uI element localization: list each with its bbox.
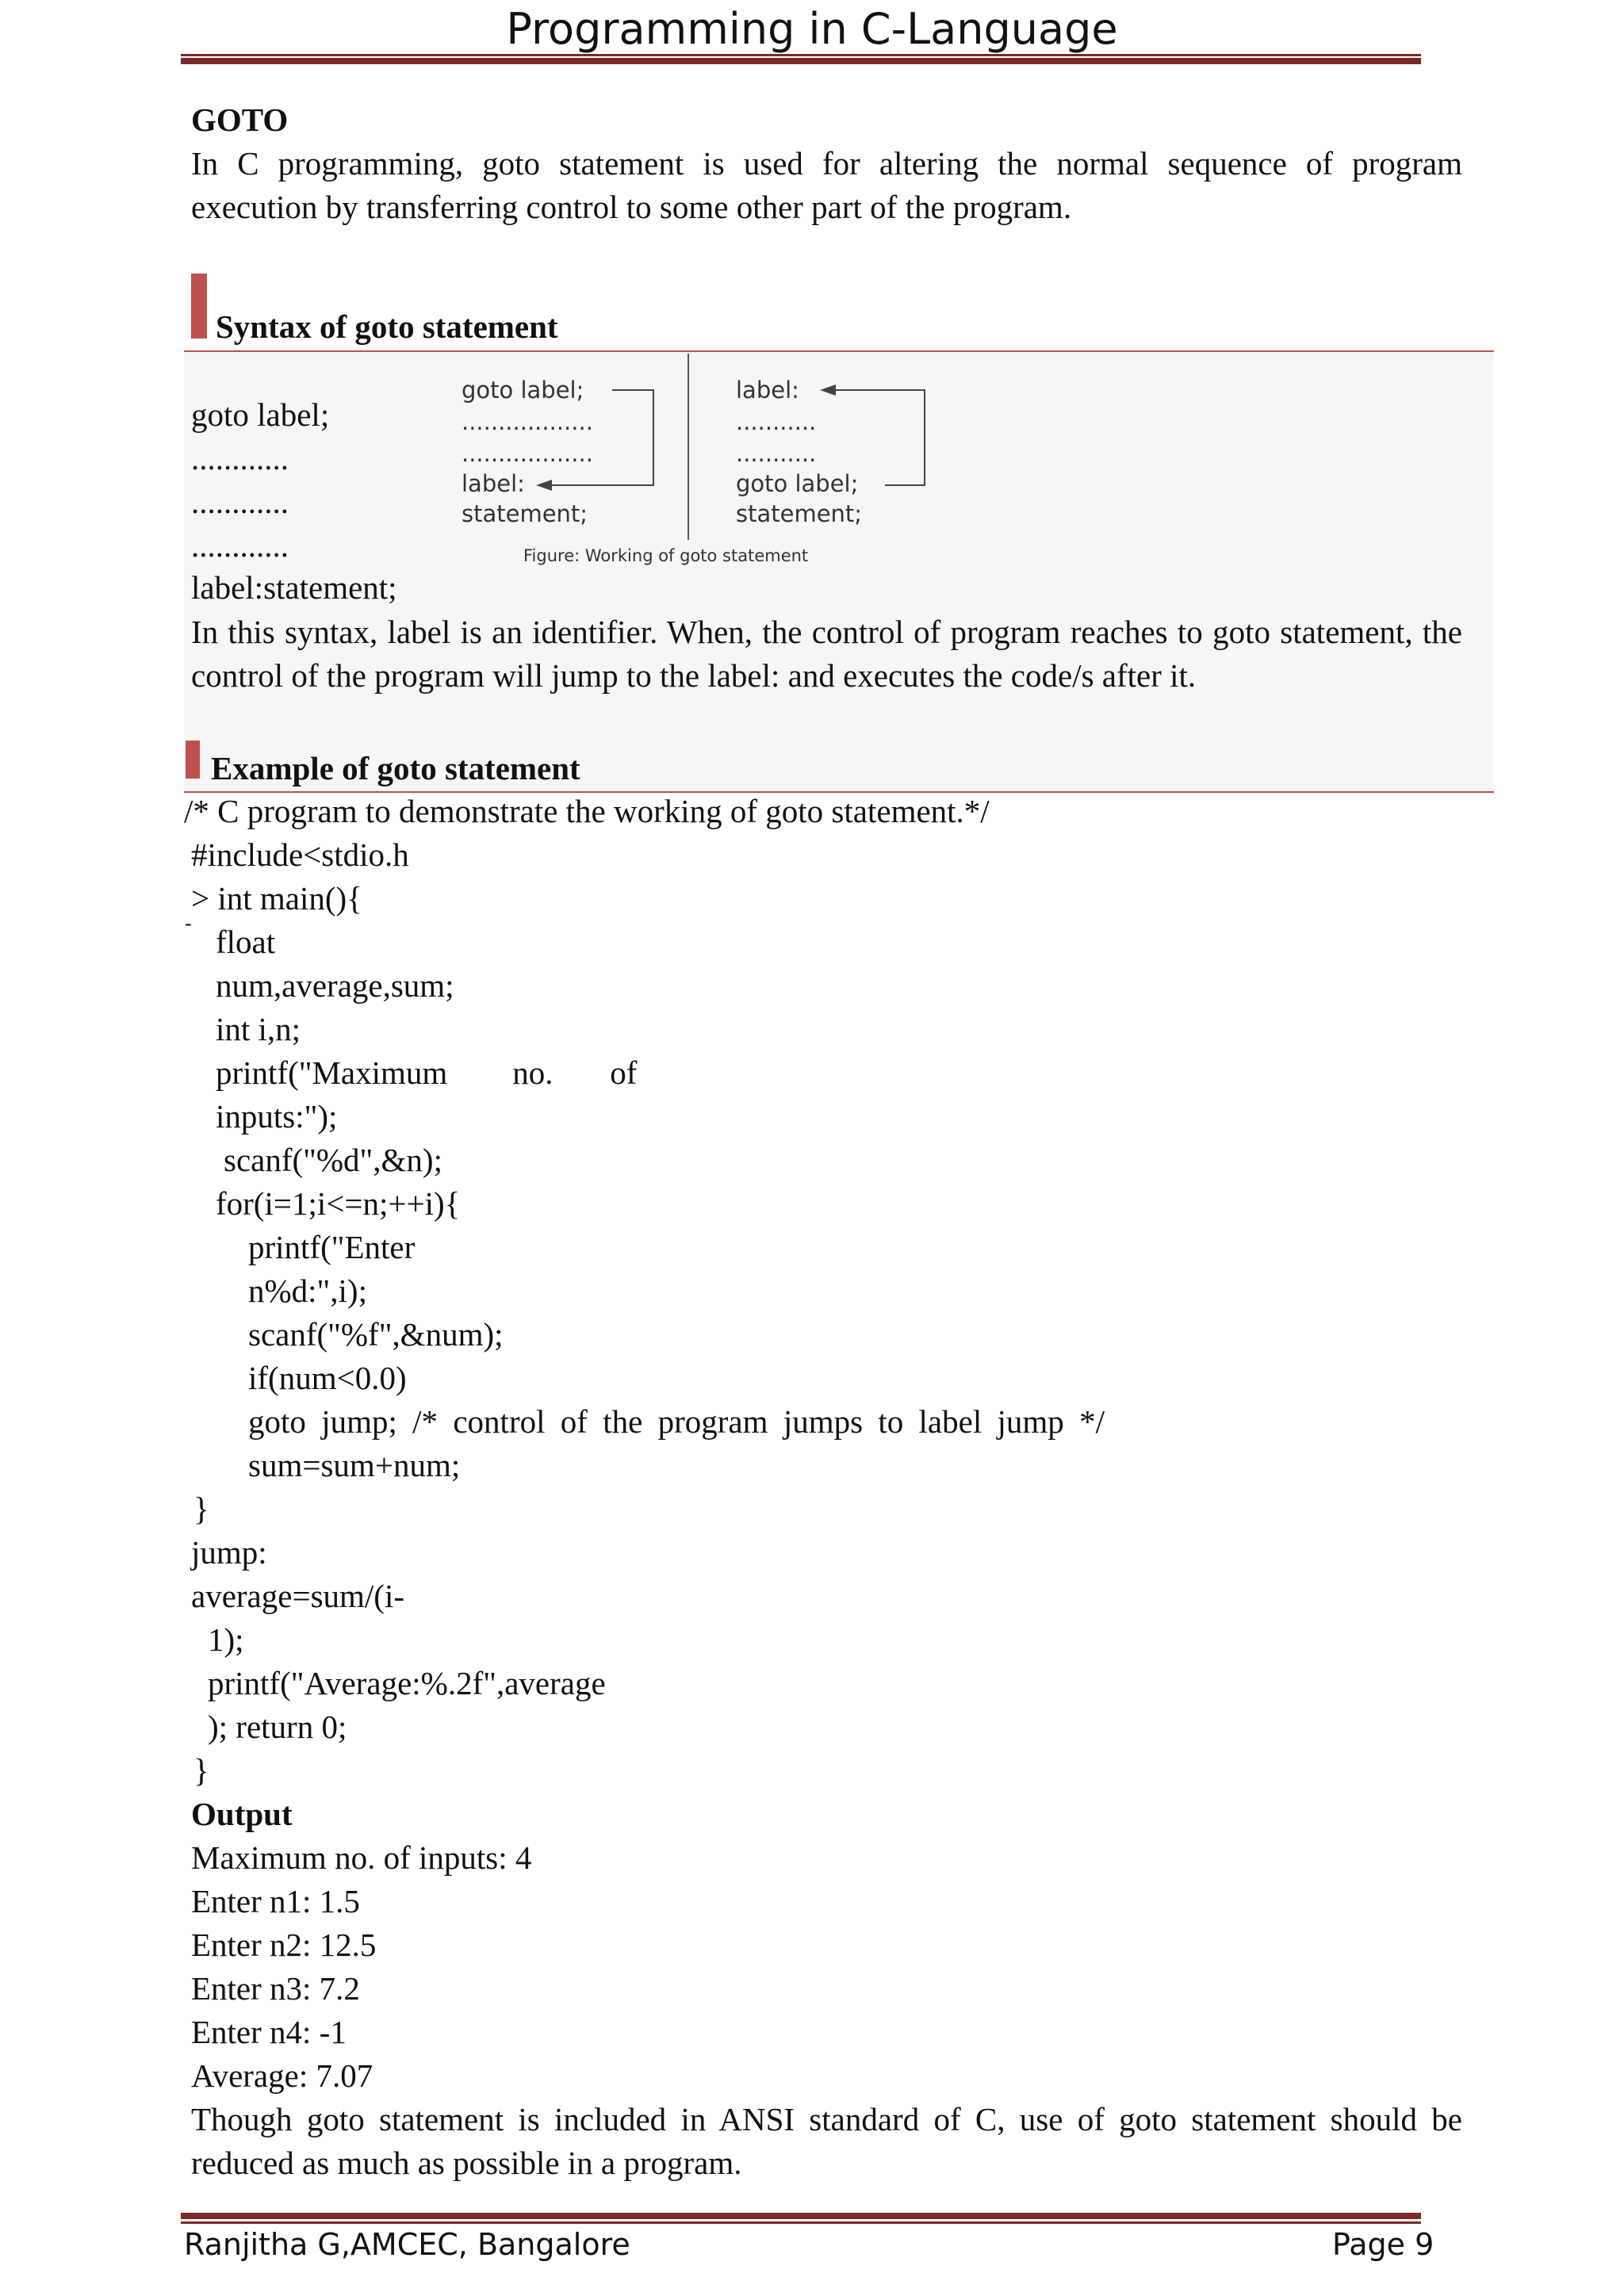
- closing-line-1: Though goto statement is included in ANSI standard of C, use of goto statement should be: [191, 2101, 1462, 2137]
- goto-intro-line-1: In C programming, goto statement is used for altering the normal sequence of program: [191, 145, 1462, 182]
- syntax-heading: Syntax of goto statement: [216, 308, 558, 345]
- figure-right-line: ...........: [736, 408, 817, 435]
- figure-right-line: label:: [736, 377, 799, 404]
- syntax-explanation-line-2: control of the program will jump to the label: and executes the code/s after it.: [191, 657, 1197, 694]
- footer-rule-thick: [181, 2213, 1421, 2219]
- code-line: }: [193, 1752, 209, 1789]
- figure-right-arrowhead: [820, 385, 836, 396]
- goto-heading: GOTO: [191, 101, 289, 138]
- output-line: Average: 7.07: [191, 2057, 373, 2094]
- code-line: jump:: [191, 1534, 267, 1571]
- code-line: if(num<0.0): [248, 1360, 407, 1396]
- code-line: for(i=1;i<=n;++i){: [216, 1185, 461, 1222]
- code-line: average=sum/(i-: [191, 1578, 405, 1614]
- code-line: > int main(){: [191, 880, 362, 916]
- code-line: 1);: [208, 1621, 244, 1658]
- goto-figure: [452, 354, 944, 576]
- code-line: float: [216, 924, 276, 960]
- header-rule-thick: [181, 58, 1421, 64]
- example-heading: Example of goto statement: [211, 750, 580, 786]
- code-line: printf("Average:%.2f",average: [208, 1665, 606, 1701]
- code-line: printf("Maximum no. of: [216, 1054, 638, 1091]
- figure-caption: Figure: Working of goto statement: [523, 546, 809, 565]
- syntax-heading-rule: [184, 350, 1494, 352]
- example-heading-bar: [186, 740, 200, 779]
- figure-left-line: statement;: [462, 500, 588, 527]
- code-line: inputs:");: [216, 1098, 338, 1135]
- syntax-line: goto label;: [191, 396, 330, 433]
- code-line: sum=sum+num;: [248, 1447, 461, 1483]
- code-line: ); return 0;: [208, 1709, 347, 1745]
- code-line: n%d:",i);: [248, 1272, 367, 1309]
- figure-left-line: label:: [462, 470, 525, 497]
- syntax-line: ............: [191, 484, 289, 520]
- code-line: scanf("%f",&num);: [248, 1316, 504, 1353]
- footer-page-number: Page 9: [1332, 2227, 1434, 2262]
- code-line: /* C program to demonstrate the working of goto statement.*/: [184, 793, 990, 829]
- code-line: #include<stdio.h: [191, 836, 409, 873]
- closing-line-2: reduced as much as possible in a program.: [191, 2145, 742, 2181]
- goto-intro-line-2: execution by transferring control to some other part of the program.: [191, 189, 1072, 225]
- code-line: scanf("%d",&n);: [224, 1142, 442, 1178]
- code-line: num,average,sum;: [216, 967, 454, 1004]
- footer-author: Ranjitha G,AMCEC, Bangalore: [184, 2227, 630, 2262]
- figure-right-line: ...........: [736, 440, 817, 467]
- header-rule-thin: [181, 54, 1421, 56]
- syntax-line: label:statement;: [191, 569, 397, 606]
- output-line: Enter n2: 12.5: [191, 1927, 377, 1963]
- code-line: int i,n;: [216, 1011, 301, 1047]
- code-line: goto jump; /* control of the program jumps to label jump */: [248, 1403, 1105, 1440]
- figure-left-line: ..................: [462, 440, 593, 467]
- output-line: Maximum no. of inputs: 4: [191, 1839, 532, 1876]
- output-line: Enter n4: -1: [191, 2014, 347, 2050]
- figure-left-line: goto label;: [462, 377, 584, 404]
- code-line: -: [185, 912, 192, 935]
- figure-left-arrowhead: [536, 480, 552, 491]
- footer-rule-thin: [181, 2221, 1421, 2224]
- syntax-line: ............: [191, 440, 289, 476]
- page-header-title: Programming in C-Language: [506, 4, 1118, 54]
- figure-left-arrow: [546, 390, 653, 485]
- output-line: Enter n1: 1.5: [191, 1883, 360, 1919]
- code-line: printf("Enter: [248, 1229, 416, 1265]
- code-line: }: [193, 1490, 209, 1527]
- output-heading: Output: [191, 1796, 293, 1832]
- syntax-line: ............: [191, 527, 289, 564]
- figure-left-line: ..................: [462, 408, 593, 435]
- figure-right-line: statement;: [736, 500, 863, 527]
- output-line: Enter n3: 7.2: [191, 1970, 360, 2007]
- syntax-heading-bar: [191, 274, 207, 339]
- figure-right-line: goto label;: [736, 470, 859, 497]
- syntax-explanation-line-1: In this syntax, label is an identifier. When, the control of program reaches to goto statement, the: [191, 614, 1462, 650]
